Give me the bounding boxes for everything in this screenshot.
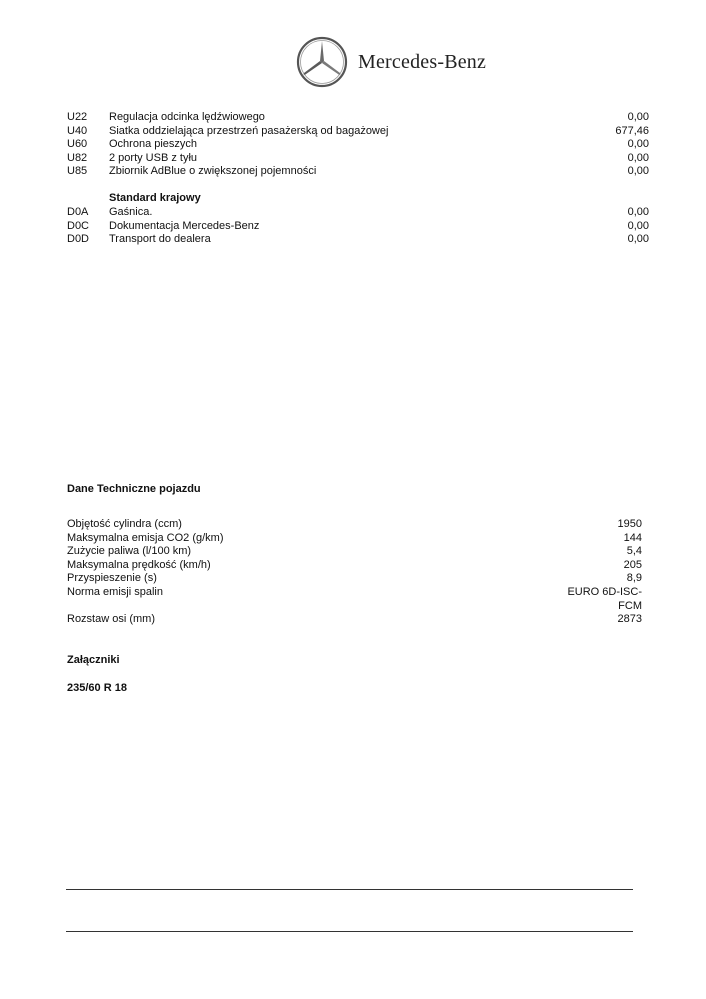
tech-value: 144 (623, 532, 642, 544)
tire-size: 235/60 R 18 (67, 682, 127, 694)
tech-row (67, 558, 642, 572)
option-description: Dokumentacja Mercedes-Benz (109, 220, 260, 232)
tech-row (67, 517, 642, 531)
standard-row (67, 232, 649, 246)
brand-name: Mercedes-Benz (358, 50, 487, 73)
tech-value: 1950 (617, 518, 642, 530)
technical-section-title: Dane Techniczne pojazdu (67, 483, 201, 495)
tech-row (67, 612, 642, 626)
option-price: 0,00 (627, 220, 649, 232)
brand-header (296, 36, 486, 88)
attachments-section-title: Załączniki (67, 654, 120, 666)
option-price: 0,00 (627, 206, 649, 218)
tech-value: EURO 6D-ISC- (567, 586, 642, 598)
tech-label: Objętość cylindra (ccm) (67, 518, 182, 530)
option-row (67, 110, 649, 124)
tech-row (67, 585, 642, 599)
tech-row (67, 531, 642, 545)
option-code: U60 (67, 138, 88, 150)
option-code: D0C (67, 220, 90, 232)
option-description: Transport do dealera (109, 233, 211, 245)
option-row (67, 151, 649, 165)
option-description: 2 porty USB z tyłu (109, 152, 198, 164)
tech-value: 5,4 (626, 545, 642, 557)
standard-row (67, 205, 649, 219)
option-price: 0,00 (627, 111, 649, 123)
standard-section-title: Standard krajowy (109, 192, 201, 204)
option-code: D0A (67, 206, 89, 218)
option-description: Siatka oddzielająca przestrzeń pasażerską od bagażowej (109, 125, 389, 137)
mercedes-star-logo-icon (296, 36, 348, 88)
tech-label: Maksymalna emisja CO2 (g/km) (67, 532, 224, 544)
tech-value: 205 (623, 559, 642, 571)
option-price: 677,46 (615, 125, 649, 137)
tech-label: Rozstaw osi (mm) (67, 613, 156, 625)
option-price: 0,00 (627, 165, 649, 177)
option-row (67, 124, 649, 138)
tech-value-continuation: FCM (618, 600, 642, 612)
option-code: U40 (67, 125, 88, 137)
option-description: Ochrona pieszych (109, 138, 198, 150)
signature-line (66, 931, 633, 932)
signature-line (66, 889, 633, 890)
option-description: Gaśnica. (109, 206, 153, 218)
tech-row (67, 544, 642, 558)
option-code: U85 (67, 165, 88, 177)
option-price: 0,00 (627, 138, 649, 150)
tech-label: Zużycie paliwa (l/100 km) (67, 545, 192, 557)
tech-label: Norma emisji spalin (67, 586, 163, 598)
option-code: D0D (67, 233, 90, 245)
option-description: Regulacja odcinka lędźwiowego (109, 111, 265, 123)
tech-value: 2873 (617, 613, 642, 625)
tech-label: Maksymalna prędkość (km/h) (67, 559, 211, 571)
option-code: U82 (67, 152, 88, 164)
option-price: 0,00 (627, 152, 649, 164)
option-description: Zbiornik AdBlue o zwiększonej pojemności (109, 165, 317, 177)
standard-row (67, 219, 649, 233)
tech-label: Przyspieszenie (s) (67, 572, 157, 584)
option-row (67, 137, 649, 151)
tech-row-continuation (67, 599, 642, 613)
option-price: 0,00 (627, 233, 649, 245)
option-row (67, 164, 649, 178)
tech-value: 8,9 (626, 572, 642, 584)
tech-row (67, 571, 642, 585)
option-code: U22 (67, 111, 88, 123)
